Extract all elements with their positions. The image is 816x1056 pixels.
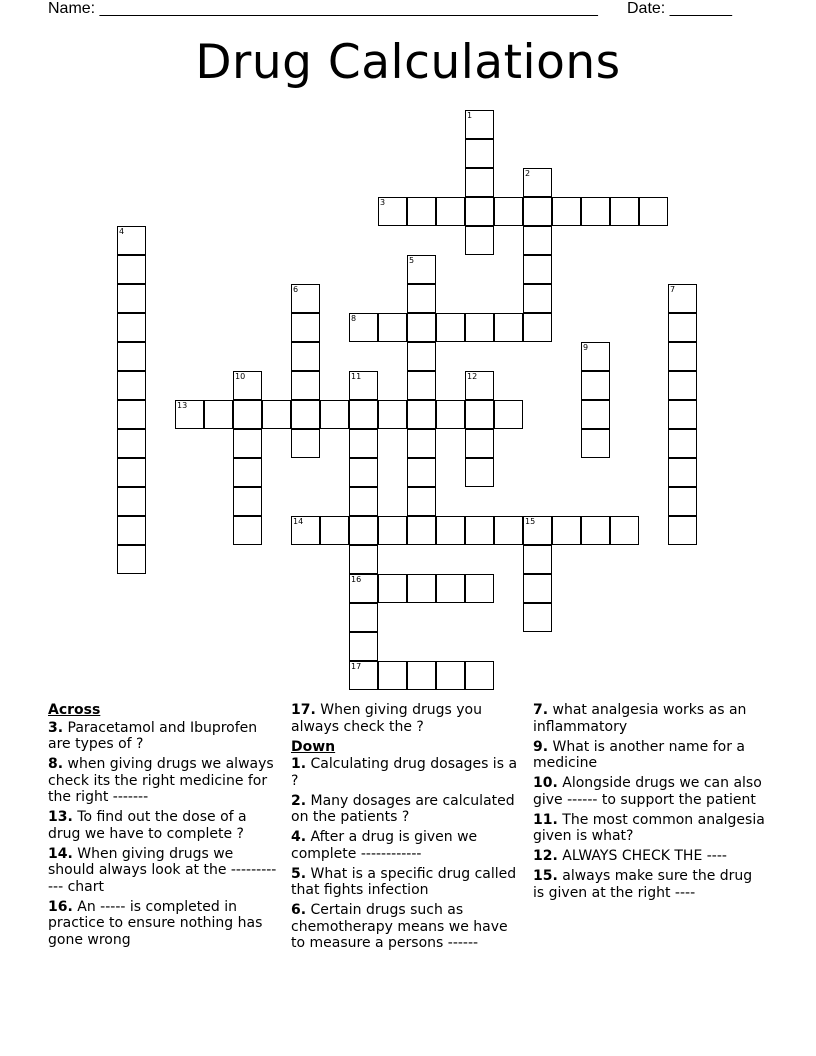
grid-cell[interactable] [581,197,610,226]
grid-cell[interactable] [523,545,552,574]
grid-cell[interactable] [291,400,320,429]
grid-cell[interactable] [291,516,320,545]
grid-cell[interactable] [668,371,697,400]
cell-number: 7 [670,285,676,294]
grid-cell[interactable] [668,516,697,545]
grid-cell[interactable] [610,197,639,226]
grid-cell[interactable] [465,168,494,197]
clue-down-5 [291,866,523,899]
grid-cell[interactable] [523,168,552,197]
clue-number: 17. [291,702,316,718]
grid-cell[interactable] [204,400,233,429]
grid-cell[interactable] [465,139,494,168]
grid-cell[interactable] [378,197,407,226]
cell-number: 3 [380,198,386,207]
grid-cell[interactable] [378,661,407,690]
clue-across-14 [48,846,280,896]
clue-down-4 [291,829,523,862]
clue-number: 5. [291,865,307,882]
grid-cell[interactable] [465,661,494,690]
grid-cell[interactable] [581,342,610,371]
grid-cell[interactable] [117,342,146,371]
clue-text: Calculating drug dosages is a ? [291,756,518,789]
grid-cell[interactable] [349,632,378,661]
grid-cell[interactable] [465,429,494,458]
clue-across-17 [291,702,523,735]
grid-cell[interactable] [494,400,523,429]
grid-cell[interactable] [407,516,436,545]
grid-cell[interactable] [523,313,552,342]
clue-number: 9. [533,738,549,755]
grid-cell[interactable] [378,516,407,545]
clue-down-9 [533,739,765,772]
grid-cell[interactable] [581,371,610,400]
grid-cell[interactable] [407,197,436,226]
cell-number: 16 [351,575,362,584]
grid-cell[interactable] [465,458,494,487]
grid-cell[interactable] [407,574,436,603]
grid-cell[interactable] [668,458,697,487]
grid-cell[interactable] [436,313,465,342]
clue-text: always make sure the drug is given at the right ---- [533,868,753,901]
clue-text: When giving drugs you always check the ? [291,702,482,735]
grid-cell[interactable] [436,661,465,690]
clue-text: The most common analgesia given is what? [533,811,765,844]
grid-cell[interactable] [581,429,610,458]
grid-cell[interactable] [523,255,552,284]
clue-number: 8. [48,756,64,772]
grid-cell[interactable] [407,458,436,487]
clue-text: What is a specific drug called that fights infection [291,865,517,898]
grid-cell[interactable] [407,661,436,690]
cell-number: 4 [119,227,125,236]
clue-down-12 [533,848,765,865]
clue-text: To find out the dose of a drug we have to complete ? [48,809,247,842]
grid-cell[interactable] [523,516,552,545]
grid-cell[interactable] [407,429,436,458]
clue-number: 11. [533,811,558,828]
clue-number: 3. [48,719,64,736]
grid-cell[interactable] [407,313,436,342]
grid-cell[interactable] [668,487,697,516]
grid-cell[interactable] [349,429,378,458]
grid-cell[interactable] [175,400,204,429]
grid-cell[interactable] [291,371,320,400]
cell-number: 5 [409,256,415,265]
clue-across-8 [48,756,280,806]
clue-column-1 [48,702,280,952]
clue-text: ALWAYS CHECK THE ---- [562,848,727,864]
grid-cell[interactable] [436,574,465,603]
grid-cell[interactable] [610,516,639,545]
clue-text: What is another name for a medicine [533,738,746,771]
grid-cell[interactable] [117,458,146,487]
clue-number: 15. [533,868,558,884]
clue-down-15 [533,868,765,901]
clue-down-6 [291,902,523,952]
clue-down-2 [291,793,523,826]
grid-cell[interactable] [668,342,697,371]
cell-number: 8 [351,314,357,323]
grid-cell[interactable] [465,371,494,400]
grid-cell[interactable] [117,487,146,516]
grid-cell[interactable] [465,400,494,429]
clue-number: 4. [291,829,307,845]
grid-cell[interactable] [349,516,378,545]
clue-text: Many dosages are calculated on the patients ? [291,792,515,825]
grid-cell[interactable] [117,516,146,545]
grid-cell[interactable] [407,284,436,313]
grid-cell[interactable] [465,574,494,603]
grid-cell[interactable] [117,371,146,400]
clue-across-13 [48,809,280,842]
grid-cell[interactable] [465,313,494,342]
grid-cell[interactable] [349,458,378,487]
clue-text: An ----- is completed in practice to ensure nothing has gone wrong [48,898,263,948]
grid-cell[interactable] [523,226,552,255]
clue-number: 14. [48,845,73,862]
grid-cell[interactable] [552,516,581,545]
grid-cell[interactable] [320,400,349,429]
clue-number: 7. [533,702,549,718]
cell-number: 11 [351,372,362,381]
grid-cell[interactable] [233,371,262,400]
clue-number: 13. [48,809,73,825]
clue-down-10 [533,775,765,808]
clue-down-11 [533,812,765,845]
grid-cell[interactable] [523,284,552,313]
across-heading: Across [48,702,101,718]
grid-cell[interactable] [523,197,552,226]
grid-cell[interactable] [233,400,262,429]
clue-number: 12. [533,848,558,864]
grid-cell[interactable] [349,313,378,342]
grid-cell[interactable] [494,313,523,342]
grid-cell[interactable] [117,284,146,313]
grid-cell[interactable] [407,255,436,284]
grid-cell[interactable] [465,110,494,139]
grid-cell[interactable] [291,429,320,458]
grid-cell[interactable] [117,226,146,255]
grid-cell[interactable] [233,487,262,516]
grid-cell[interactable] [320,516,349,545]
clue-text: After a drug is given we complete ------------ [291,829,478,862]
grid-cell[interactable] [378,400,407,429]
grid-cell[interactable] [378,574,407,603]
grid-cell[interactable] [349,603,378,632]
grid-cell[interactable] [291,342,320,371]
grid-cell[interactable] [233,516,262,545]
grid-cell[interactable] [465,516,494,545]
date-field[interactable]: Date: _______ [627,0,732,17]
clue-across-3 [48,720,280,753]
grid-cell[interactable] [668,313,697,342]
grid-cell[interactable] [117,545,146,574]
cell-number: 17 [351,662,362,671]
grid-cell[interactable] [117,313,146,342]
grid-cell[interactable] [523,603,552,632]
grid-cell[interactable] [465,197,494,226]
grid-cell[interactable] [117,400,146,429]
clue-text: Certain drugs such as chemotherapy means we have to measure a persons ------ [291,902,508,951]
puzzle-title: Drug Calculations [195,35,621,90]
grid-cell[interactable] [407,487,436,516]
grid-cell[interactable] [436,197,465,226]
grid-cell[interactable] [233,458,262,487]
grid-cell[interactable] [523,574,552,603]
clue-down-7 [533,702,765,735]
cell-number: 10 [235,372,246,381]
grid-cell[interactable] [494,516,523,545]
clue-column-3 [533,702,765,905]
grid-cell[interactable] [407,371,436,400]
grid-cell[interactable] [349,371,378,400]
cell-number: 13 [177,401,188,410]
grid-cell[interactable] [407,342,436,371]
grid-cell[interactable] [581,400,610,429]
cell-number: 14 [293,517,304,526]
clue-number: 1. [291,756,307,772]
grid-cell[interactable] [349,487,378,516]
clue-number: 10. [533,775,558,791]
grid-cell[interactable] [349,400,378,429]
name-date-bar [48,0,748,22]
grid-cell[interactable] [436,400,465,429]
grid-cell[interactable] [552,197,581,226]
clue-number: 16. [48,898,73,915]
cell-number: 9 [583,343,589,352]
grid-cell[interactable] [581,516,610,545]
clue-down-1 [291,756,523,789]
name-field[interactable]: Name: ________________________________________________________ [48,0,598,17]
cell-number: 6 [293,285,299,294]
clue-across-16 [48,899,280,949]
cell-number: 12 [467,372,478,381]
grid-cell[interactable] [349,661,378,690]
grid-cell[interactable] [349,545,378,574]
grid-cell[interactable] [668,429,697,458]
cell-number: 2 [525,169,531,178]
grid-cell[interactable] [668,284,697,313]
cell-number: 15 [525,517,536,526]
clue-column-2 [291,702,523,955]
grid-cell[interactable] [465,226,494,255]
clue-text: Paracetamol and Ibuprofen are types of ? [48,719,258,752]
grid-cell[interactable] [407,400,436,429]
grid-cell[interactable] [233,429,262,458]
clue-text: what analgesia works as an inflammatory [533,702,747,735]
grid-cell[interactable] [639,197,668,226]
grid-cell[interactable] [378,313,407,342]
grid-cell[interactable] [668,400,697,429]
grid-cell[interactable] [117,255,146,284]
grid-cell[interactable] [349,574,378,603]
clue-number: 2. [291,792,307,809]
grid-cell[interactable] [262,400,291,429]
down-heading: Down [291,738,336,755]
grid-cell[interactable] [494,197,523,226]
grid-cell[interactable] [436,516,465,545]
clue-number: 6. [291,902,307,918]
grid-cell[interactable] [291,313,320,342]
grid-cell[interactable] [291,284,320,313]
clue-text: When giving drugs we should always look at the ------------ chart [48,845,277,895]
cell-number: 1 [467,111,473,120]
clue-text: when giving drugs we always check its the right medicine for the right ------- [48,756,274,805]
clue-text: Alongside drugs we can also give ------ to support the patient [533,775,762,808]
grid-cell[interactable] [117,429,146,458]
